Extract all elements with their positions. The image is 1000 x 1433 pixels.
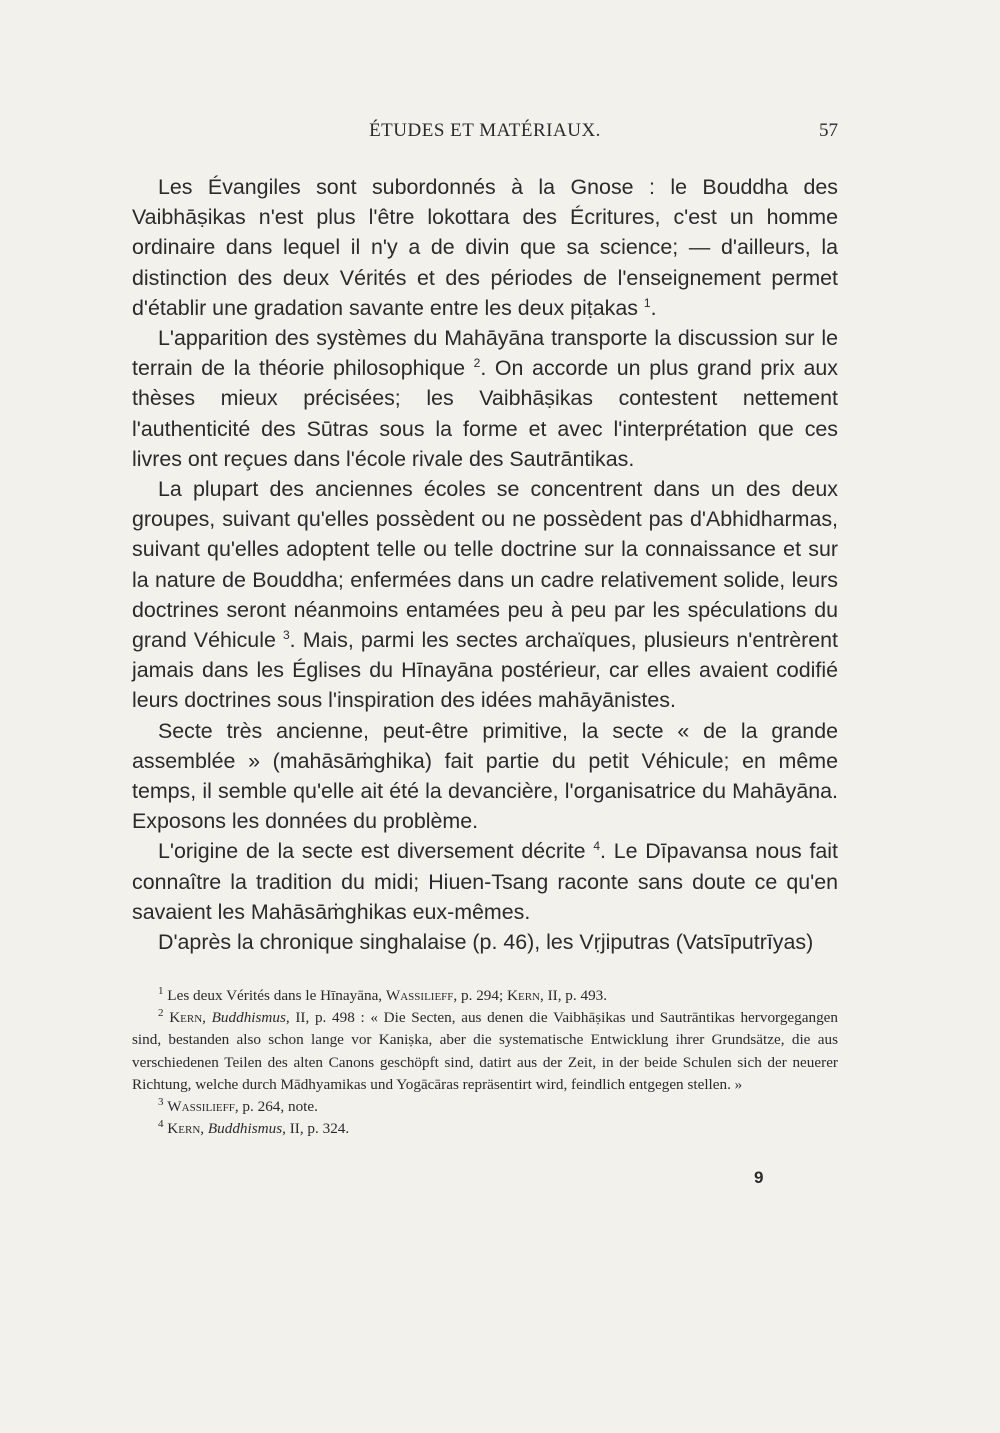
footnote-3-text: , p. 264, note. xyxy=(234,1098,318,1116)
footnote-1-author-2: Kern xyxy=(507,987,540,1004)
paragraph-1-tail: . xyxy=(650,295,657,320)
footnote-1-mark: 1 xyxy=(158,984,164,997)
page-number: 57 xyxy=(819,120,838,141)
footnote-3-author: Wassilieff xyxy=(167,1098,235,1116)
footnote-3 xyxy=(132,1096,838,1118)
footnote-4-title: Buddhismus xyxy=(207,1120,283,1138)
running-head xyxy=(132,120,838,150)
footnote-2 xyxy=(132,1007,838,1096)
footnote-1-text-b: , p. 294; xyxy=(453,987,508,1004)
paragraph-5-text-a: L'origine de la secte est diversement décrite xyxy=(158,839,586,864)
footnote-1-text-c: , II, p. 493. xyxy=(539,987,608,1004)
footnote-1-text-a: Les deux Vérités dans le Hīnayāna, xyxy=(167,987,386,1004)
footnote-ref-1: 1 xyxy=(643,295,651,310)
body-text xyxy=(132,172,838,957)
footnote-ref-2: 2 xyxy=(473,356,481,371)
paragraph-3-text-b: . Mais, parmi les sectes archaïques, plusieurs n'entrèrent jamais dans les Églises du Hīnayāna postérieur, car elles avaient codifié leurs doctrines sous l'inspiration des idées mahāyānistes. xyxy=(132,628,838,713)
footnote-2-mark: 2 xyxy=(158,1007,164,1020)
paragraph-2-text-a: L'apparition des systèmes du Mahāyāna transporte la discussion sur le terrain de la théorie philosophique xyxy=(132,326,838,381)
footnote-4-text: , II, p. 324. xyxy=(282,1120,350,1138)
footnote-2-title: Buddhismus xyxy=(211,1009,286,1027)
footnote-4 xyxy=(132,1118,838,1140)
paragraph-3 xyxy=(132,474,838,716)
running-title: ÉTUDES ET MATÉRIAUX. xyxy=(369,120,601,141)
footnote-3-mark: 3 xyxy=(158,1095,164,1108)
footnote-4-sep: , xyxy=(200,1120,208,1138)
footnote-1-author-1: Wassilieff xyxy=(385,987,454,1004)
footnotes xyxy=(132,985,838,1140)
footnote-2-sep: , xyxy=(202,1009,212,1027)
paragraph-5 xyxy=(132,836,838,927)
footnote-2-author: Kern xyxy=(169,1009,203,1027)
paragraph-4-text: Secte très ancienne, peut-être primitive, la secte « de la grande assemblée » (mahāsāṁghika) fait partie du petit Véhicule; en même temps, il semble qu'elle ait été la devancière, l'organisatrice du Mahāyāna. Exposons les données du problème. xyxy=(132,718,838,834)
footnote-1 xyxy=(132,985,838,1007)
paragraph-4 xyxy=(132,716,838,837)
paragraph-2 xyxy=(132,323,838,474)
paragraph-2-text-b: . On accorde un plus grand prix aux thèses mieux précisées; les Vaibhāṣikas contestent nettement l'authenticité des Sūtras sous la forme et avec l'interprétation que ces livres ont reçues dans l'école rivale des Sautrāntikas. xyxy=(132,356,838,471)
footnote-4-author: Kern xyxy=(167,1120,201,1138)
paragraph-3-text-a: La plupart des anciennes écoles se concentrent dans un des deux groupes, suivant qu'elles possèdent ou ne possèdent pas d'Abhidharmas, suivant qu'elles adoptent telle ou telle doctrine sur la connaissance et sur la nature de Bouddha; enfermées dans un cadre relativement solide, leurs doctrines seront néanmoins entamées peu à peu par les spéculations du grand Véhicule xyxy=(132,477,838,653)
footnote-2-text: , II, p. 498 : « Die Secten, aus denen die Vaibhāṣikas und Sautrāntikas hervorgegangen sind, bestanden also schon lange vor Kaniṣka, aber die systematische Entwicklung ihrer Grundsätze, die aus verschiedenen Teilen des alten Canons geschöpft sind, datirt aus der Zeit, in der beide Schulen sich der neuerer Richtung, welche durch Mādhyamikas und Yogācāras repräsentirt wird, feindlich entgegen stellen. » xyxy=(132,1009,839,1093)
paragraph-5-text-b: . Le Dīpavansa nous fait connaître la tradition du midi; Hiuen-Tsang raconte sans doute ce qu'en savaient les Mahāsāṁghikas eux-mêmes. xyxy=(132,839,838,924)
signature-mark: 9 xyxy=(754,1168,764,1187)
paragraph-1 xyxy=(132,172,838,323)
paragraph-6 xyxy=(132,927,838,957)
footnote-4-mark: 4 xyxy=(158,1118,164,1131)
footnote-ref-4: 4 xyxy=(593,839,601,854)
paragraph-1-text: Les Évangiles sont subordonnés à la Gnose : le Bouddha des Vaibhāṣikas n'est plus l'être lokottara des Écritures, c'est un homme ordinaire dans lequel il n'y a de divin que sa science; — d'ailleurs, la distinction des deux Vérités et des périodes de l'enseignement permet d'établir une gradation savante entre les deux piṭakas xyxy=(132,175,838,320)
paragraph-6-text: D'après la chronique singhalaise (p. 46), les Vṛjiputras (Vatsīputrīyas) xyxy=(158,930,814,955)
footnote-ref-3: 3 xyxy=(282,627,290,642)
